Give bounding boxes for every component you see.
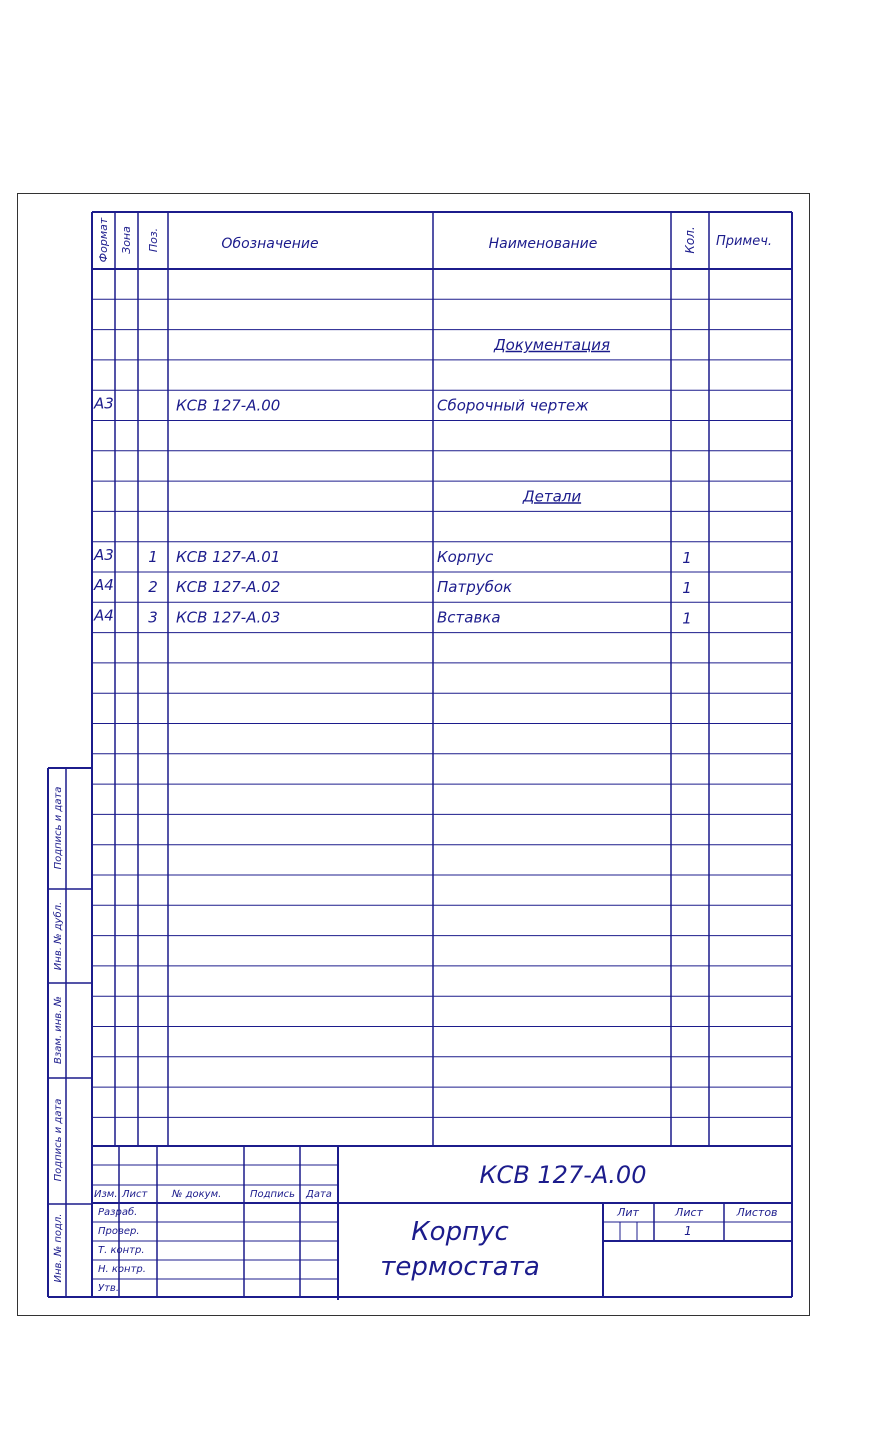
row-pos: 2 [148,578,158,597]
row-qty: 1 [682,579,692,598]
side-label-signature-date-2: Подпись и дата [53,1098,64,1182]
role-tech-control: Т. контр. [98,1245,145,1256]
row-name: Сборочный чертеж [437,396,589,415]
col-date: Дата [306,1189,332,1200]
row-format: А4 [94,606,114,625]
col-signature: Подпись [250,1189,295,1200]
document-code: КСВ 127-А.00 [479,1161,647,1189]
col-change: Изм. [94,1189,118,1200]
row-designation: КСВ 127-А.03 [176,608,281,627]
row-qty: 1 [682,548,692,567]
row-name: Патрубок [437,578,513,597]
header-zone: Зона [120,226,133,254]
col-docnum: № докум. [172,1189,222,1200]
side-labels [52,787,64,1283]
row-designation: КСВ 127-А.01 [176,547,281,566]
row-section-title: Детали [522,487,582,506]
side-label-signature-date-1: Подпись и дата [53,786,64,870]
header-designation: Обозначение [221,236,319,252]
row-name: Корпус [437,547,494,566]
row-designation: КСВ 127-А.02 [176,578,281,597]
table-grid [48,212,792,1300]
row-pos: 3 [148,608,158,627]
row-format: А3 [94,394,114,413]
row-pos: 1 [148,547,158,566]
role-developer: Разраб. [98,1207,138,1218]
header-format: Формат [97,217,110,263]
row-qty: 1 [682,609,692,628]
row-format: А4 [94,576,114,595]
paper-frame [18,194,810,1316]
row-designation: КСВ 127-А.00 [176,396,281,415]
lit-label: Лит [617,1206,639,1219]
role-norm-control: Н. контр. [98,1264,146,1275]
side-label-dup-inv: Инв. № дубл. [53,901,64,971]
side-label-replace-inv: Взам. инв. № [53,996,64,1064]
col-sheet: Лист [122,1189,148,1200]
row-format: А3 [94,545,114,564]
row-name: Вставка [437,608,501,627]
role-checker: Провер. [98,1226,140,1237]
title-line-2: термостата [380,1252,540,1282]
row-section-title: Документация [493,335,611,354]
title-block [94,1161,778,1294]
role-approved: Утв. [98,1283,119,1294]
header-note: Примеч. [715,234,773,249]
sheets-label: Листов [736,1206,778,1219]
sheet-value: 1 [684,1224,692,1238]
header-qty: Кол. [683,226,697,254]
header-pos: Поз. [147,227,160,253]
title-line-1: Корпус [411,1217,509,1247]
side-label-orig-inv: Инв. № подл. [53,1213,64,1283]
header-name: Наименование [488,236,598,252]
sheet-label: Лист [675,1206,703,1219]
